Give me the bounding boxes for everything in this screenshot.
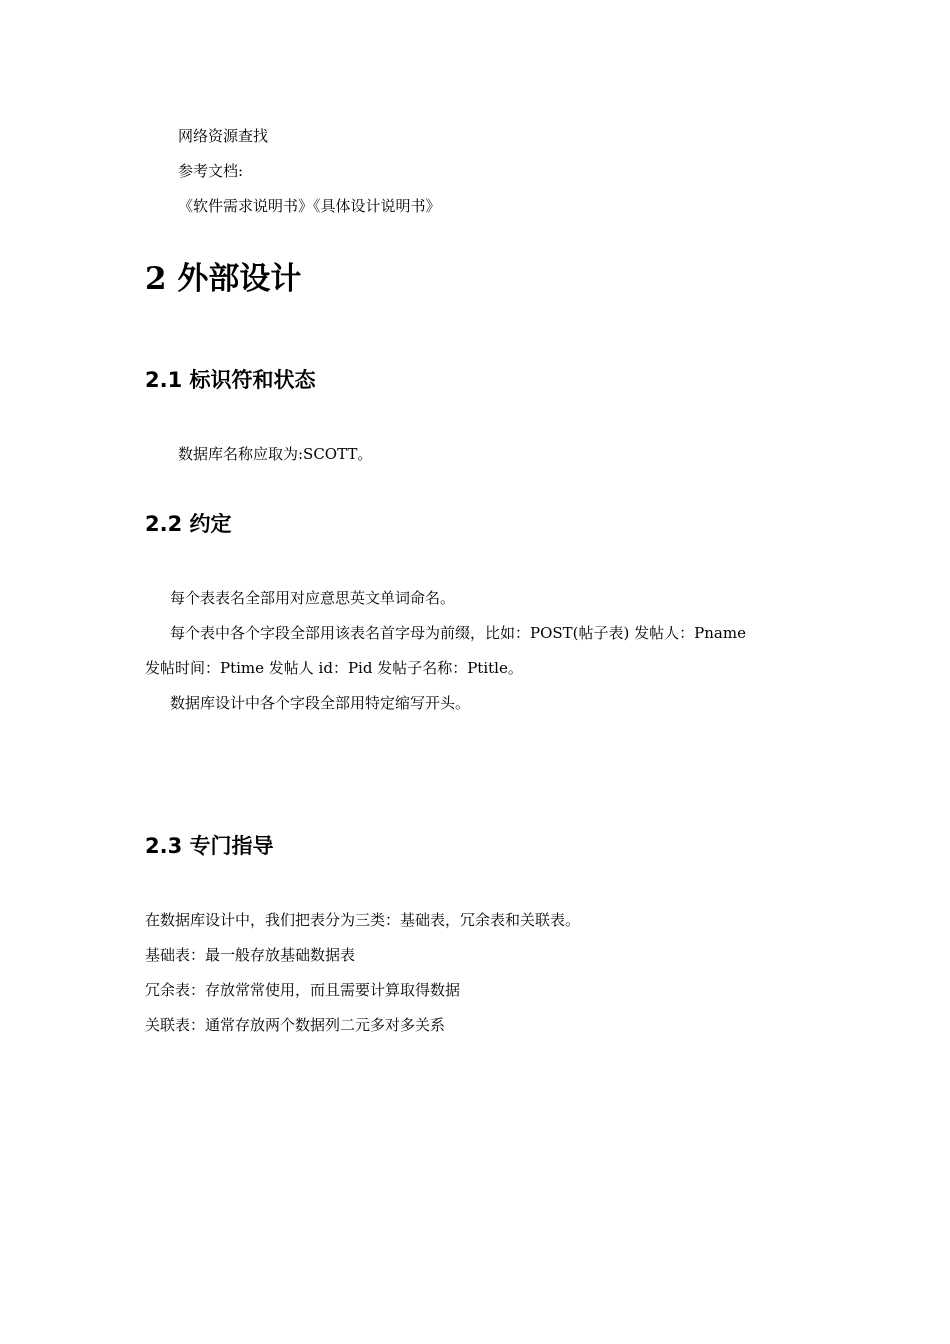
paragraph-relation-table: 关联表：通常存放两个数据列二元多对多关系 — [145, 1016, 446, 1034]
paragraph-field-abbreviation: 数据库设计中各个字段全部用特定缩写开头。 — [170, 694, 471, 712]
intro-line-reference-docs: 《软件需求说明书》《具体设计说明书》 — [178, 197, 441, 215]
paragraph-field-prefix-line2: 发帖时间：Ptime 发帖人 id：Pid 发帖子名称：Ptitle。 — [145, 659, 523, 677]
section-heading-conventions: 2.2 约定 — [145, 512, 232, 536]
section-heading-identifiers-status: 2.1 标识符和状态 — [145, 368, 316, 392]
paragraph-table-naming: 每个表表名全部用对应意思英文单词命名。 — [170, 589, 456, 607]
paragraph-redundant-table: 冗余表：存放常常使用，而且需要计算取得数据 — [145, 981, 461, 999]
paragraph-field-prefix-line1: 每个表中各个字段全部用该表名首字母为前缀，比如：POST(帖子表) 发帖人：Pname — [170, 624, 746, 642]
paragraph-database-name: 数据库名称应取为:SCOTT。 — [178, 445, 373, 463]
intro-line-references-label: 参考文档: — [178, 162, 244, 180]
paragraph-basic-table: 基础表：最一般存放基础数据表 — [145, 946, 356, 964]
chapter-heading-external-design: 2 外部设计 — [145, 261, 302, 297]
paragraph-table-categories: 在数据库设计中，我们把表分为三类：基础表，冗余表和关联表。 — [145, 911, 581, 929]
section-heading-special-guidance: 2.3 专门指导 — [145, 834, 274, 858]
intro-line-network-resources: 网络资源查找 — [178, 127, 269, 145]
